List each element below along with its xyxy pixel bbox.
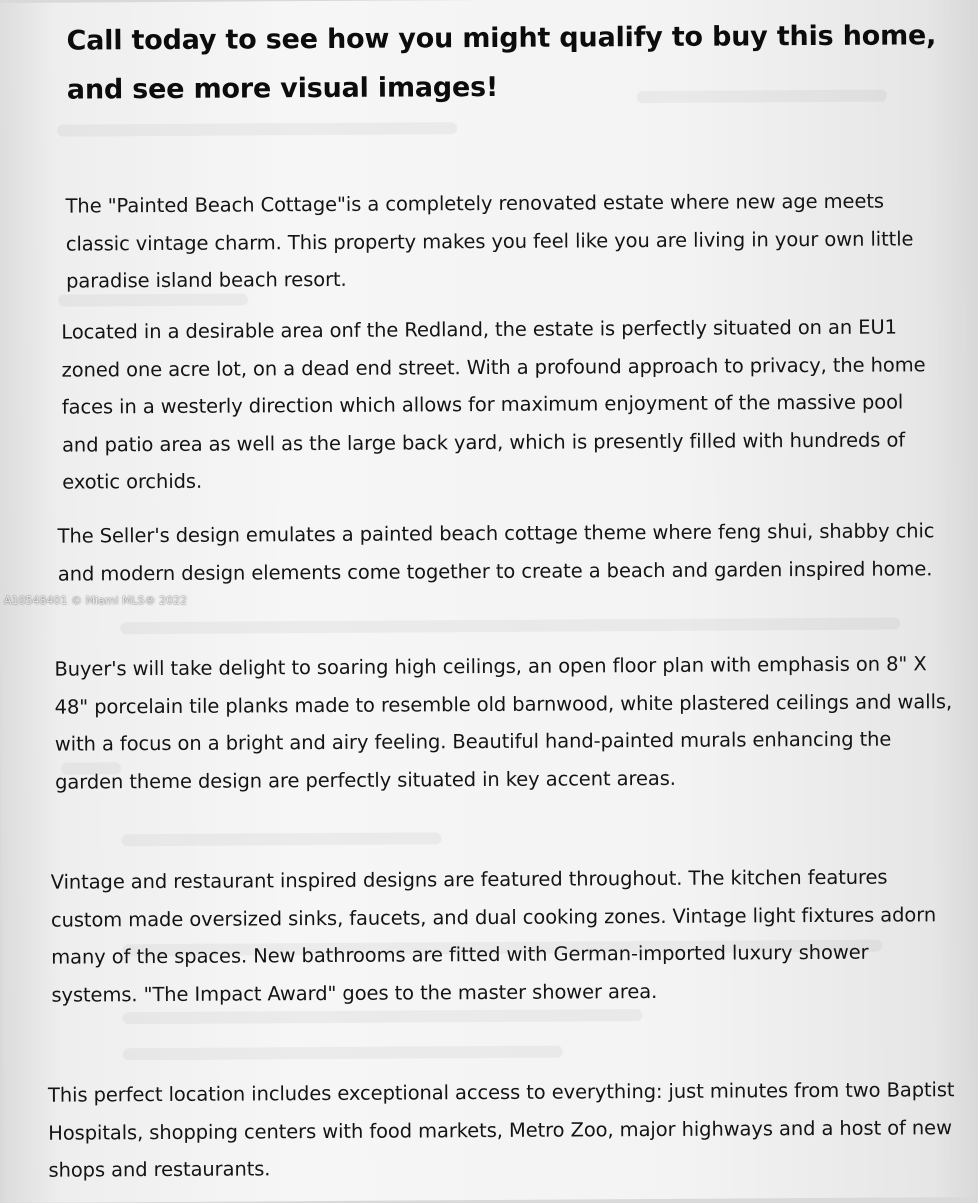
paragraph-design: The Seller's design emulates a painted beach cottage theme where feng shui, shabby chic and modern design elements come together to create a beach and garden inspired home. [57, 519, 935, 586]
paragraph-location: Located in a desirable area onf the Redland, the estate is perfectly situated on an EU1 zoned one acre lot, on a dead end street. With a profound approach to privacy, the home faces in a westerly direction which allows for maximum enjoyment of the massive pool and patio area as well as the large back yard, which is presently filled with hundreds of exotic orchids. [61, 315, 926, 494]
paragraph-intro: The "Painted Beach Cottage"is a completely renovated estate where new age meets classic vintage charm. This property makes you feel like you are living in your own little paradise island beach resort. [65, 189, 914, 293]
headline: Call today to see how you might qualify to buy this home, and see more visual images! [66, 20, 937, 106]
paragraph-kitchen-bath: Vintage and restaurant inspired designs are featured throughout. The kitchen features custom made oversized sinks, faucets, and dual cooking zones. Vintage light fixtures adorn many of the spaces. New bathrooms are fitted with German-imported luxury shower systems. "The Impact Award" goes to the master shower area. [50, 865, 937, 1007]
mls-watermark: A10548401 © Miami MLS® 2022 [4, 594, 188, 607]
paragraph-interior: Buyer's will take delight to soaring high ceilings, an open floor plan with emphasis on 8" X 48" porcelain tile planks made to resemble old barnwood, white plastered ceilings and walls, with a focus on a bright and airy feeling. Beautiful hand-painted murals enhancing the garden theme design are perfectly situated in key accent areas. [54, 652, 953, 794]
paragraph-access: This perfect location includes exceptional access to everything: just minutes from two Baptist Hospitals, shopping centers with food markets, Metro Zoo, major highways and a host of new shops and restaurants. [47, 1078, 955, 1182]
